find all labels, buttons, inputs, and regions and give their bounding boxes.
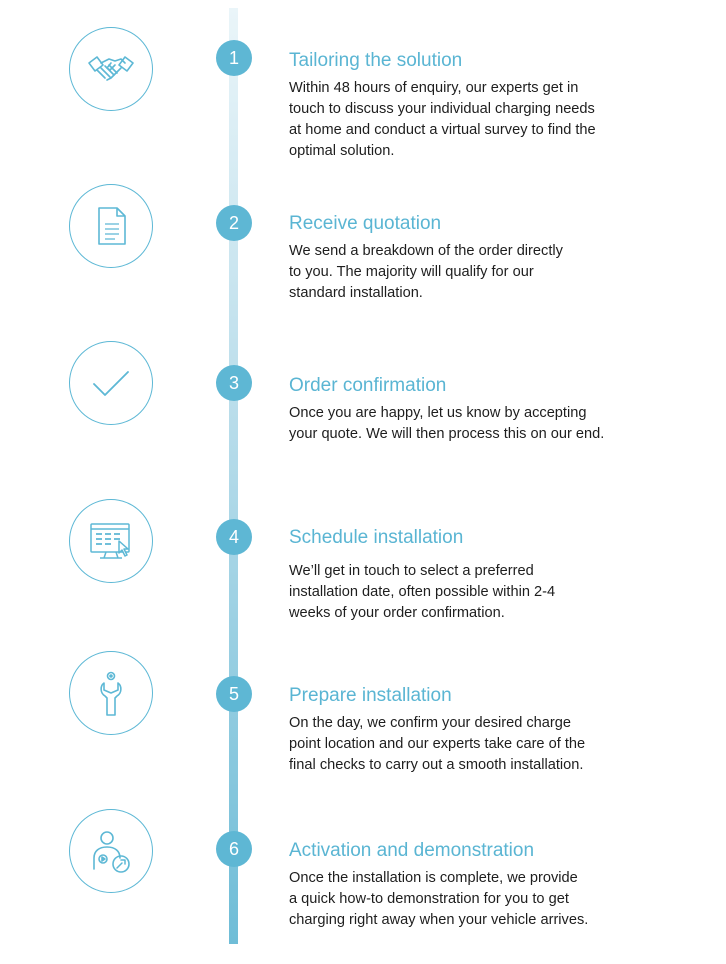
step-title: Tailoring the solution (289, 50, 463, 71)
step-title: Order confirmation (289, 375, 447, 396)
handshake-icon (69, 27, 153, 111)
step-1 (289, 50, 689, 162)
step-number-badge: 2 (216, 205, 252, 241)
timeline-line (229, 8, 238, 944)
person-demo-icon (69, 809, 153, 893)
calendar-monitor-icon (69, 499, 153, 583)
step-description: We’ll get in touch to select a preferred installation date, often possible within 2-4 weeks of your order confirmation. (289, 563, 556, 621)
step-title: Prepare installation (289, 685, 452, 706)
step-description: Once the installation is complete, we provide a quick how-to demonstration for you to get charging right away when your vehicle arrives. (289, 870, 589, 928)
step-6 (289, 840, 689, 931)
step-4 (289, 527, 689, 624)
step-title: Activation and demonstration (289, 840, 535, 861)
step-title: Schedule installation (289, 527, 464, 548)
step-number-badge: 3 (216, 365, 252, 401)
wrench-icon (69, 651, 153, 735)
checkmark-icon (69, 341, 153, 425)
step-description: On the day, we confirm your desired charge point location and our experts take care of the final checks to carry out a smooth installation. (289, 715, 586, 773)
step-number-badge: 4 (216, 519, 252, 555)
step-title: Receive quotation (289, 213, 442, 234)
step-number-badge: 1 (216, 40, 252, 76)
document-icon (69, 184, 153, 268)
step-number-badge: 5 (216, 676, 252, 712)
step-3 (289, 375, 689, 445)
step-number-badge: 6 (216, 831, 252, 867)
step-description: Once you are happy, let us know by accepting your quote. We will then process this on our end. (289, 405, 605, 442)
step-description: We send a breakdown of the order directly to you. The majority will qualify for our standard installation. (289, 243, 563, 301)
step-description: Within 48 hours of enquiry, our experts get in touch to discuss your individual charging needs at home and conduct a virtual survey to find the optimal solution. (289, 80, 596, 159)
step-2 (289, 213, 689, 304)
step-5 (289, 685, 689, 776)
